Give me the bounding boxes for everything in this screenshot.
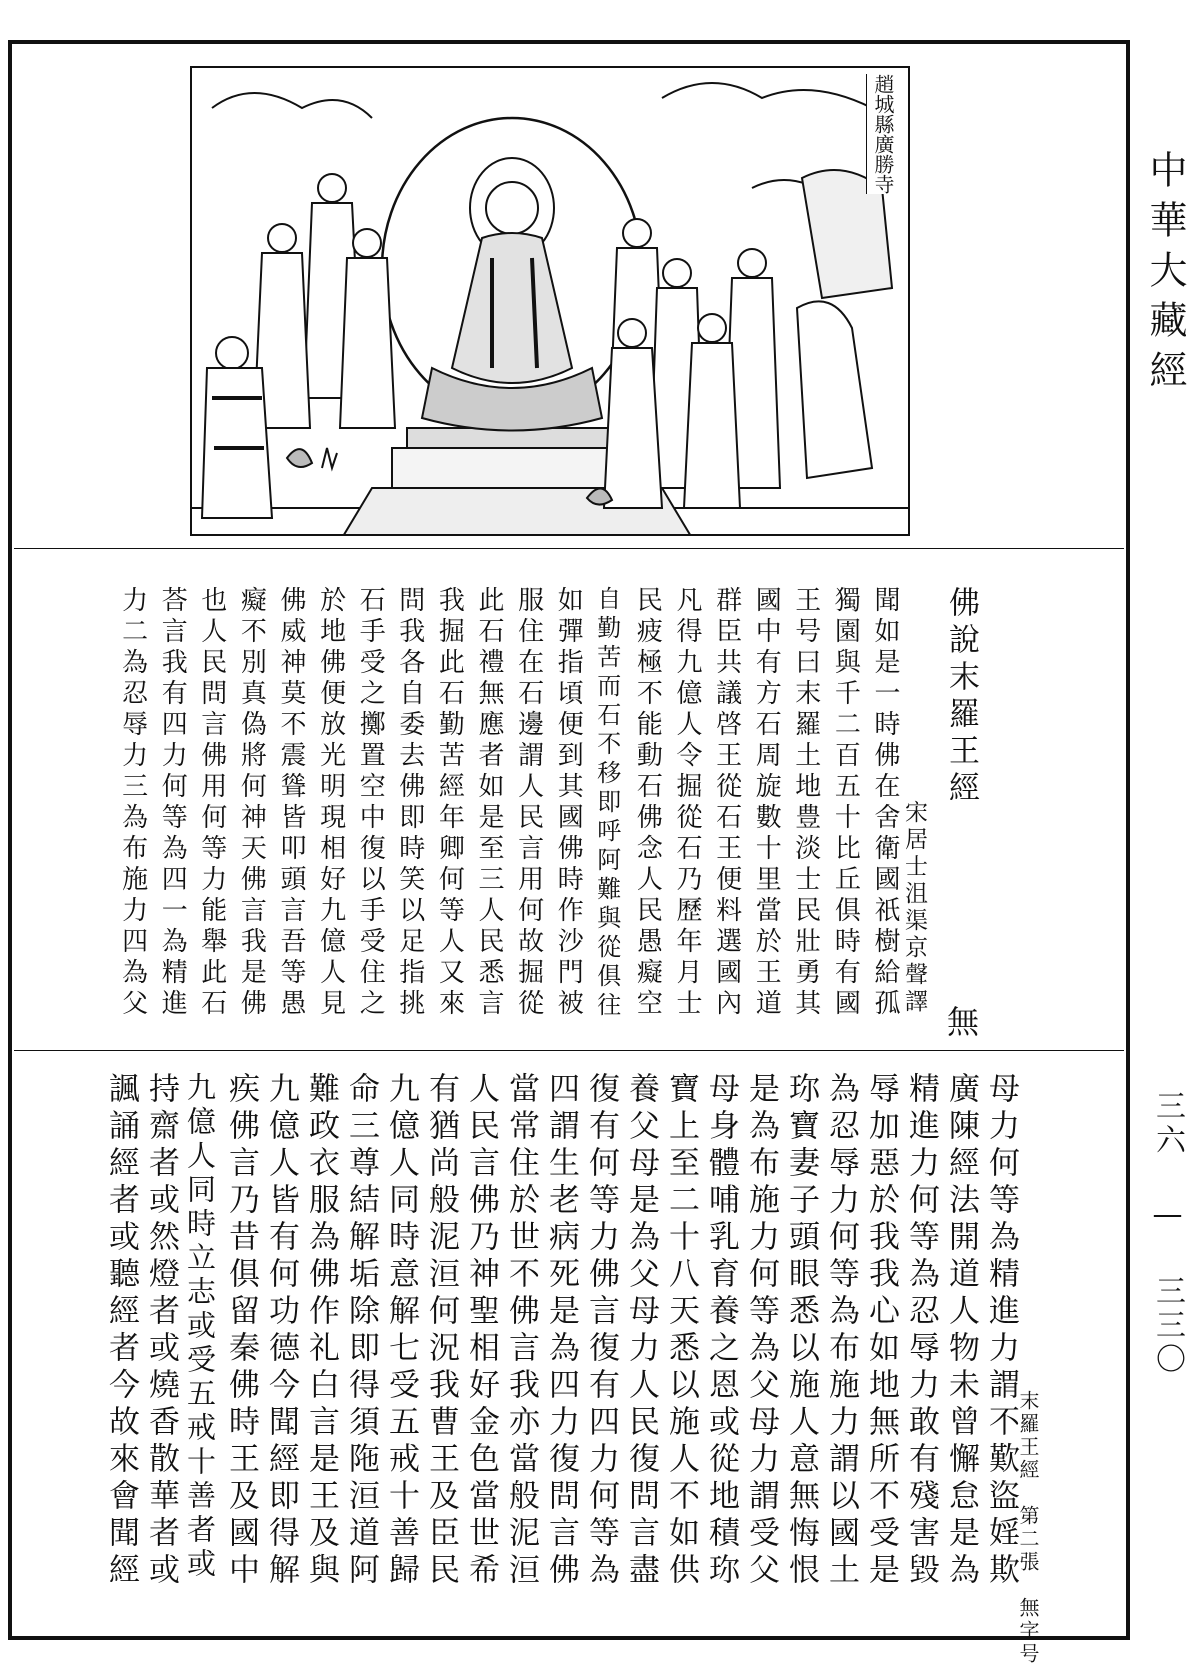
buddha-assembly-icon [192,68,910,536]
text-column: 如彈指頃便到其國佛時作沙門被 [553,586,584,1020]
text-column: 廣陳經法開道人物未曾懈怠是為 [943,1072,979,1590]
text-column: 我掘此石勤苦經年卿何等人又來 [434,586,465,1020]
text-column: 為忍辱力何等為布施力謂以國土 [823,1072,859,1590]
text-column: 難政衣服為佛作礼白言是王及與 [303,1072,339,1590]
catalog-mark: 無 [942,1005,980,1043]
text-column: 聞如是一時佛在舍衛國祇樹給孤 [870,586,900,1020]
text-column: 佛威神莫不震聳皆叩頭言吾等愚 [276,586,306,1020]
woodcut-illustration [190,66,910,536]
text-column: 疾佛言乃昔俱留秦佛時王及國中 [223,1072,259,1590]
text-column: 癡不別真偽將何神天佛言我是佛 [236,586,267,1020]
text-column: 九億人皆有何功德今聞經即得解 [263,1072,299,1590]
text-column: 也人民問言佛用何等力能舉此石 [196,586,227,1020]
illustration-inscription: 趙城縣廣勝寺 [866,74,894,194]
text-column: 命三尊結解垢除即得須陁洹道阿 [343,1072,379,1590]
section-divider-bottom [14,1050,1124,1051]
sutra-title: 佛說末羅王經 [943,586,979,808]
text-column: 四謂生老病死是為四力復問言佛 [543,1072,579,1590]
text-column: 持齋者或然燈者或燒香散華者或 [143,1072,179,1590]
text-column: 復有何等力佛言復有四力何等為 [583,1072,619,1590]
text-column: 諷誦經者或聽經者今故來會聞經 [103,1072,139,1590]
text-column: 母力何等為精進力謂不歎盜婬欺 [983,1072,1019,1590]
text-column: 人民言佛乃神聖相好金色當世希 [463,1072,499,1590]
text-column: 母身體哺乳育養之恩或從地積珎 [703,1072,739,1590]
text-column: 辱加惡於我我心如地無所不受是 [863,1072,899,1590]
text-column: 於地佛便放光明現相好九億人見 [315,586,346,1020]
text-column: 自勤苦而石不移即呼阿難與從俱往 [592,586,621,1021]
text-column: 荅言我有四力何等為四一為精進 [157,586,188,1020]
text-column: 是為布施力何等為父母力謂受父 [743,1072,779,1590]
text-column: 精進力何等為忍辱力敢有殘害毀 [903,1072,939,1590]
page-number: 三六 — 三三〇 [1150,1090,1185,1377]
text-column: 石手受之擲置空中復以手受住之 [355,586,386,1020]
text-column: 服住在石邊謂人民言用何故掘從 [513,586,544,1020]
text-column: 有猶尚般泥洹何況我曹王及臣民 [423,1072,459,1590]
text-column: 九億人同時立志或受五戒十善者或 [183,1072,217,1582]
text-column: 群臣共議啓王從石王便料選國內 [711,586,742,1020]
text-column: 民疲極不能動石佛念人民愚癡空 [632,586,663,1020]
translator-line: 宋居士沮渠京聲譯 [901,800,927,1016]
text-column: 此石禮無應者如是至三人民悉言 [474,586,504,1020]
section-divider-top [14,548,1124,549]
text-column: 當常住於世不佛言我亦當般泥洹 [503,1072,539,1590]
text-column: 養父母是為父母力人民復問言盡 [623,1072,659,1590]
text-column: 凡得九億人令掘從石乃歷年月士 [672,586,702,1020]
text-column: 力二為忍辱力三為布施力四為父 [117,586,148,1020]
text-column: 九億人同時意解七受五戒十善歸 [383,1072,419,1590]
text-column: 王号曰末羅土地豊淡士民壯勇其 [790,586,821,1020]
text-column: 國中有方石周旋數十里當於王道 [751,586,782,1020]
text-column: 珎寶妻子頭眼悉以施人意無悔恨 [783,1072,819,1590]
collection-title: 中華大藏經 [1143,150,1187,400]
margin-note: 末羅王經 第二張 無字号 [1016,1390,1040,1666]
text-column: 寶上至二十八天悉以施人不如供 [663,1072,699,1590]
text-column: 獨園與千二百五十比丘俱時有國 [830,586,861,1020]
text-column: 問我各自委去佛即時笑以足指挑 [394,586,425,1020]
